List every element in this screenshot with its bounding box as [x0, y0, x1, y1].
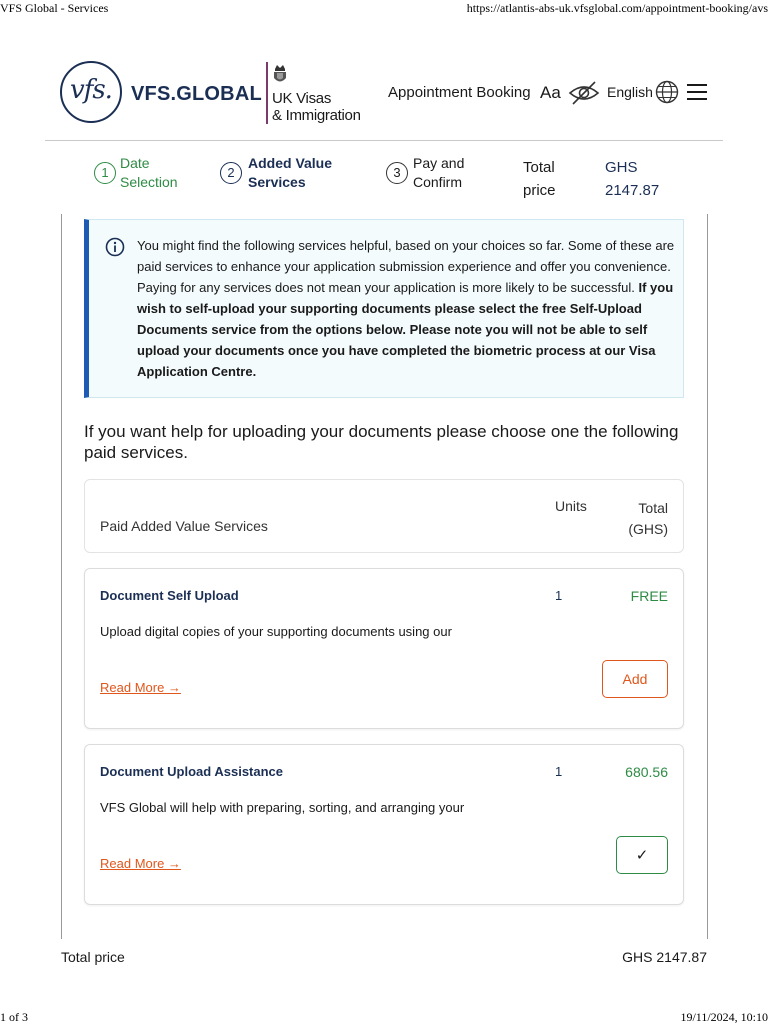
step-label-line2: Services	[248, 174, 306, 190]
service-description: VFS Global will help with preparing, sorting, and arranging your	[100, 800, 465, 815]
add-service-button[interactable]: Add	[602, 660, 668, 698]
service-units: 1	[555, 764, 563, 779]
service-name: Document Upload Assistance	[100, 764, 284, 779]
column-header-service: Paid Added Value Services	[100, 518, 268, 534]
column-header-total-line2: (GHS)	[628, 521, 668, 537]
print-page-number: 1 of 3	[0, 1010, 28, 1024]
column-header-total-line1: Total	[638, 500, 668, 516]
step-label-line2: Selection	[120, 174, 178, 190]
language-selector[interactable]: English	[607, 84, 653, 100]
column-header-units: Units	[555, 498, 587, 514]
footer-total-label: Total price	[61, 949, 125, 965]
column-header-total	[628, 498, 668, 540]
step-number: 2	[220, 162, 242, 184]
step-label	[120, 154, 220, 192]
vfs-logo-icon[interactable]	[60, 61, 122, 123]
ukvi-divider	[266, 62, 268, 124]
booking-stepper	[45, 150, 723, 206]
globe-icon[interactable]	[655, 80, 679, 104]
service-name: Document Self Upload	[100, 588, 239, 603]
section-heading: If you want help for uploading your documents please choose one the following paid services.	[84, 422, 679, 462]
stepper-total-value	[605, 156, 675, 202]
info-text	[137, 235, 677, 382]
info-text-bold: If you wish to self-upload your supporting documents please select the free Self-Upload Documents service from the options below. Please note you will not be able to self upload your documents once you have completed the biometric process at our Visa Application Centre.	[137, 280, 674, 379]
vfs-wordmark: VFS.GLOBAL	[131, 83, 262, 105]
step-number: 1	[94, 162, 116, 184]
services-table-header	[84, 479, 684, 553]
ukvi-text-line1: UK Visas	[272, 90, 332, 107]
service-price: FREE	[630, 588, 668, 604]
print-date: 19/11/2024, 10:10	[680, 1010, 768, 1024]
service-description: Upload digital copies of your supporting documents using our	[100, 624, 452, 639]
service-units: 1	[555, 588, 563, 603]
step-label	[413, 154, 513, 192]
step-label	[248, 154, 348, 192]
footer-total-value: GHS 2147.87	[622, 949, 707, 965]
header-title: Appointment Booking	[388, 84, 531, 101]
total-label-line2: price	[523, 182, 556, 199]
ukvi-text-line2: & Immigration	[272, 107, 361, 124]
service-card-document-upload-assistance	[84, 744, 684, 905]
vfs-logo-mark: vfs.	[70, 75, 112, 105]
font-size-button[interactable]: Aa	[540, 83, 561, 102]
step-label-line2: Confirm	[413, 174, 463, 190]
step-label-line1: Added Value	[248, 155, 333, 171]
royal-crest-icon	[272, 63, 288, 85]
read-more-link[interactable]: Read More →	[100, 680, 181, 695]
service-price: 680.56	[625, 764, 668, 780]
total-currency: GHS	[605, 159, 638, 176]
stepper-total-label	[523, 156, 573, 202]
selected-service-button[interactable]: ✓	[616, 836, 668, 874]
info-notice	[84, 219, 684, 398]
read-more-link[interactable]: Read More →	[100, 856, 181, 871]
print-page-title: VFS Global - Services	[0, 1, 109, 15]
total-amount: 2147.87	[605, 182, 660, 199]
hamburger-menu-icon[interactable]	[687, 83, 707, 101]
step-label-line1: Pay and	[413, 155, 465, 171]
eye-slash-icon[interactable]	[568, 80, 600, 106]
step-number: 3	[386, 162, 408, 184]
panel-border-right	[707, 214, 708, 939]
panel-border-left	[61, 214, 62, 939]
step-label-line1: Date	[120, 155, 150, 171]
total-label-line1: Total	[523, 159, 555, 176]
service-card-document-self-upload	[84, 568, 684, 729]
print-page-url: https://atlantis-abs-uk.vfsglobal.com/appointment-booking/avs	[466, 1, 768, 15]
info-icon	[105, 237, 125, 257]
info-text-regular: You might find the following services helpful, based on your choices so far. Some of these are paid services to enhance your application submission experience and offer you convenience. Paying for any services does not mean your application is more likely to be successful.	[137, 238, 675, 295]
site-header	[45, 50, 723, 141]
